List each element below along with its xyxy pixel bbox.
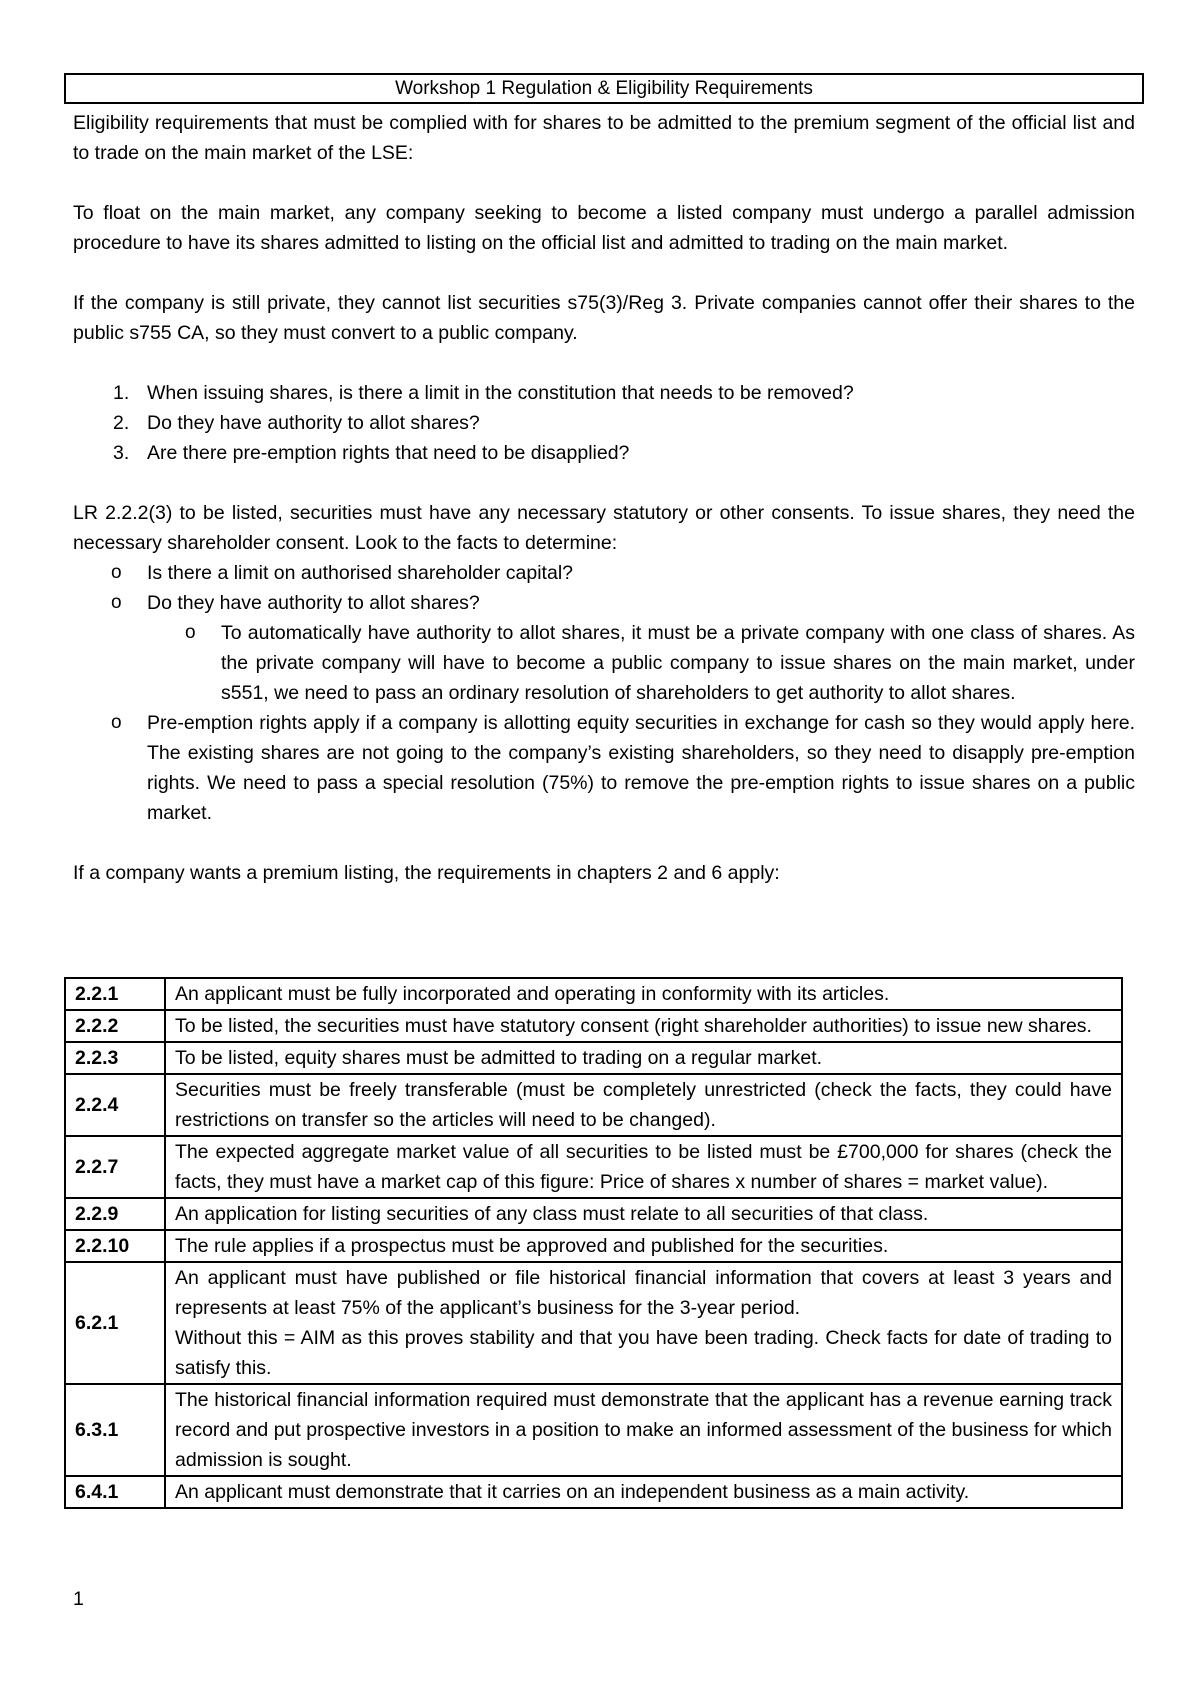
rule-code: 2.2.1 (65, 978, 165, 1010)
rule-description-cell (165, 1262, 1122, 1384)
rule-description: The historical financial information required must demonstrate that the applicant has a revenue earning track record and put prospective investors in a position to make an informed assessment of the business for which admission is sought. (165, 1384, 1122, 1476)
rule-description: An applicant must be fully incorporated and operating in conformity with its articles. (165, 978, 1122, 1010)
table-row (65, 1010, 1122, 1042)
table-row (65, 1476, 1122, 1508)
rule-code: 2.2.3 (65, 1042, 165, 1074)
rule-code: 2.2.10 (65, 1230, 165, 1262)
table-row (65, 1384, 1122, 1476)
rule-code: 2.2.2 (65, 1010, 165, 1042)
table-row (65, 1198, 1122, 1230)
rule-description: An applicant must demonstrate that it carries on an independent business as a main activity. (165, 1476, 1122, 1508)
bullet-item (73, 708, 1135, 828)
question-item (73, 438, 1135, 468)
table-row (65, 1136, 1122, 1198)
sub-bullet-item (73, 618, 1135, 708)
bullet-text: Is there a limit on authorised shareholder capital? (147, 562, 573, 584)
bullet-text: Pre-emption rights apply if a company is allotting equity securities in exchange for cash so they would apply here. The existing shares are not going to the company’s existing shareholders, so they need to disapply pre-emption rights. We need to pass a special resolution (75%) to remove the pre-emption rights to issue shares on a public market. (147, 712, 1135, 824)
rule-description: The rule applies if a prospectus must be approved and published for the securities. (165, 1230, 1122, 1262)
table-row (65, 978, 1122, 1010)
lr-paragraph: LR 2.2.2(3) to be listed, securities must have any necessary statutory or other consents. To issue shares, they need the necessary shareholder consent. Look to the facts to determine: (73, 502, 1135, 554)
bullet-marker: o (111, 562, 122, 583)
table-row (65, 1074, 1122, 1136)
table-row (65, 1230, 1122, 1262)
rule-description: The expected aggregate market value of all securities to be listed must be £700,000 for shares (check the facts, they must have a market cap of this figure: Price of shares x number of shares = market value). (165, 1136, 1122, 1198)
rule-description-note: Without this = AIM as this proves stability and that you have been trading. Check facts for date of trading to satisfy this. (175, 1327, 1112, 1379)
list-number: 3. (113, 442, 130, 464)
bullet-item (73, 588, 1135, 618)
consent-bullet-list (73, 558, 1135, 828)
table-row (65, 1042, 1122, 1074)
bullet-marker: o (185, 622, 196, 643)
question-text: When issuing shares, is there a limit in the constitution that needs to be removed? (147, 382, 854, 404)
listing-rules-table (64, 977, 1123, 1509)
rule-code: 2.2.9 (65, 1198, 165, 1230)
question-text: Are there pre-emption rights that need to be disapplied? (147, 442, 630, 464)
bullet-marker: o (111, 592, 122, 613)
question-text: Do they have authority to allot shares? (147, 412, 480, 434)
bullet-text: Do they have authority to allot shares? (147, 592, 480, 614)
rule-description: An application for listing securities of any class must relate to all securities of that class. (165, 1198, 1122, 1230)
rule-code: 6.4.1 (65, 1476, 165, 1508)
bullet-text: To automatically have authority to allot shares, it must be a private company with one class of shares. As the private company will have to become a public company to issue shares on the main market, under s551, we need to pass an ordinary resolution of shareholders to get authority to allot shares. (221, 622, 1135, 704)
questions-list (73, 378, 1135, 468)
document-title: Workshop 1 Regulation & Eligibility Requirements (64, 73, 1144, 104)
rule-description: To be listed, the securities must have statutory consent (right shareholder authorities) to issue new shares. (165, 1010, 1122, 1042)
float-paragraph: To float on the main market, any company seeking to become a listed company must undergo a parallel admission procedure to have its shares admitted to listing on the official list and admitted to trading on the main market. (73, 202, 1135, 254)
rule-description: An applicant must have published or file historical financial information that covers at least 3 years and represents at least 75% of the applicant’s business for the 3-year period. (175, 1267, 1112, 1319)
page-number: 1 (73, 1588, 84, 1610)
bullet-item (73, 558, 1135, 588)
document-body (73, 108, 1135, 888)
rule-code: 2.2.4 (65, 1074, 165, 1136)
question-item (73, 378, 1135, 408)
rule-code: 6.3.1 (65, 1384, 165, 1476)
premium-listing-paragraph: If a company wants a premium listing, the requirements in chapters 2 and 6 apply: (73, 862, 780, 884)
list-number: 1. (113, 382, 130, 404)
private-company-paragraph: If the company is still private, they cannot list securities s75(3)/Reg 3. Private companies cannot offer their shares to the public s755 CA, so they must convert to a public company. (73, 292, 1135, 344)
rule-description: Securities must be freely transferable (must be completely unrestricted (check the facts, they could have restrictions on transfer so the articles will need to be changed). (165, 1074, 1122, 1136)
rule-code: 6.2.1 (65, 1262, 165, 1384)
rule-code: 2.2.7 (65, 1136, 165, 1198)
question-item (73, 408, 1135, 438)
list-number: 2. (113, 412, 130, 434)
intro-paragraph: Eligibility requirements that must be complied with for shares to be admitted to the premium segment of the official list and to trade on the main market of the LSE: (73, 112, 1135, 164)
table-row (65, 1262, 1122, 1384)
bullet-marker: o (111, 712, 122, 733)
rule-description: To be listed, equity shares must be admitted to trading on a regular market. (165, 1042, 1122, 1074)
